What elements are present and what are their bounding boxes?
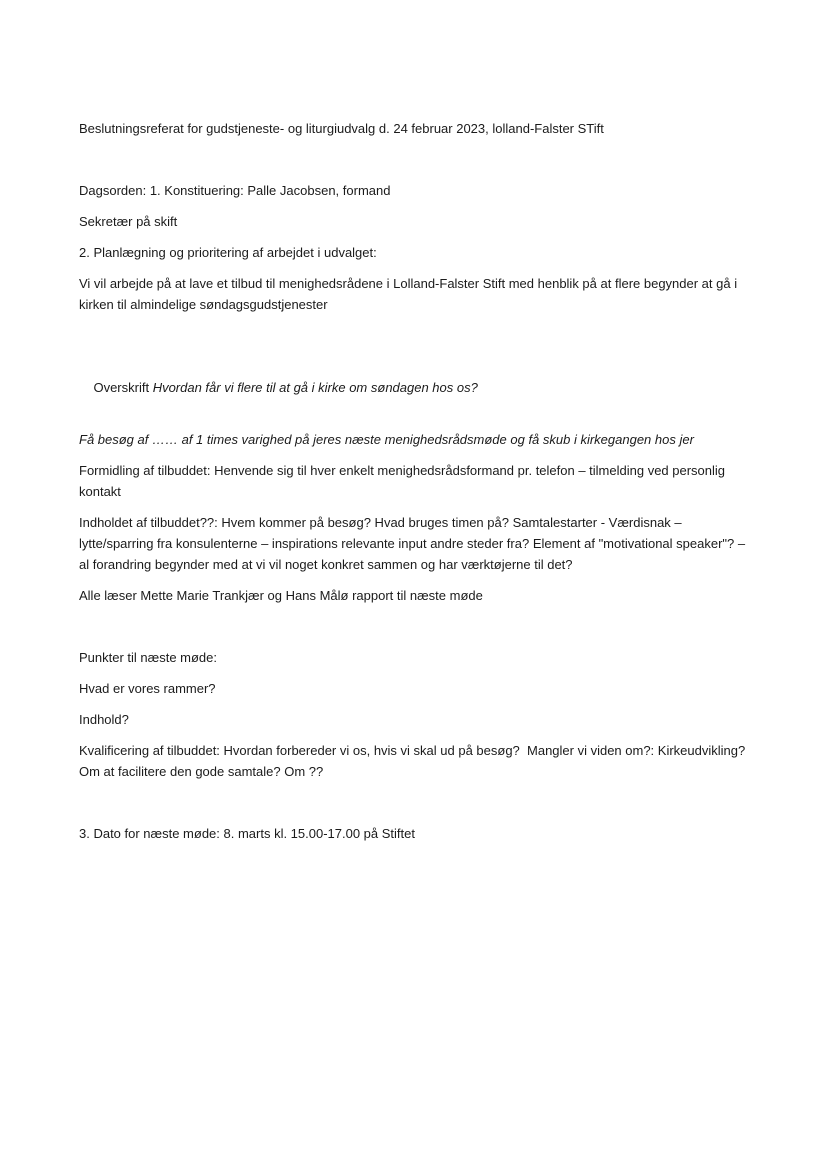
paragraph-planlaegning: 2. Planlægning og prioritering af arbejdet i udvalget: (79, 245, 377, 260)
paragraph-sekretaer: Sekretær på skift (79, 214, 178, 229)
blank-line (79, 149, 748, 170)
document-title: Beslutningsreferat for gudstjeneste- og liturgiudvalg d. 24 februar 2023, lolland-Falster STift (79, 121, 604, 136)
paragraph-punkter: Punkter til næste møde: (79, 650, 217, 665)
paragraph-kvalificering: Kvalificering af tilbuddet: Hvordan forbereder vi os, hvis vi skal ud på besøg? Mangler vi viden om?: Kirkeudvikling? Om at facilitere den gode samtale? Om ?? (79, 743, 749, 779)
blank-line (79, 792, 748, 813)
paragraph-indholdet: Indholdet af tilbuddet??: Hvem kommer på besøg? Hvad bruges timen på? Samtalestarter - Værdisnak – lytte/sparring fra konsulenterne – inspirations relevante input andre steder fra? Element af "motivational speaker"? – al forandring begynder med at vi vil noget konkret sammen og har værktøjerne til det? (79, 515, 749, 572)
paragraph-faa-besoeg: Få besøg af …… af 1 times varighed på jeres næste menighedsrådsmøde og få skub i kirkegangen hos jer (79, 432, 694, 447)
paragraph-rammer: Hvad er vores rammer? (79, 681, 216, 696)
paragraph-vi-vil-arbejde: Vi vil arbejde på at lave et tilbud til menighedsrådene i Lolland-Falster Stift med henblik på at flere begynder at gå i kirken til almindelige søndagsgudstjenester (79, 276, 741, 312)
paragraph-alle-laeser: Alle læser Mette Marie Trankjær og Hans Målø rapport til næste møde (79, 588, 483, 603)
paragraph-dato: 3. Dato for næste møde: 8. marts kl. 15.00-17.00 på Stiftet (79, 826, 415, 841)
blank-line (79, 616, 748, 637)
overskrift-label: Overskrift (93, 380, 153, 395)
paragraph-overskrift (79, 356, 748, 419)
blank-line (79, 325, 748, 346)
paragraph-indhold: Indhold? (79, 712, 129, 727)
paragraph-dagsorden: Dagsorden: 1. Konstituering: Palle Jacobsen, formand (79, 183, 391, 198)
paragraph-formidling: Formidling af tilbuddet: Henvende sig til hver enkelt menighedsrådsformand pr. telefon – tilmelding ved personlig kontakt (79, 463, 729, 499)
overskrift-italic-text: Hvordan får vi flere til at gå i kirke om søndagen hos os? (152, 380, 478, 395)
